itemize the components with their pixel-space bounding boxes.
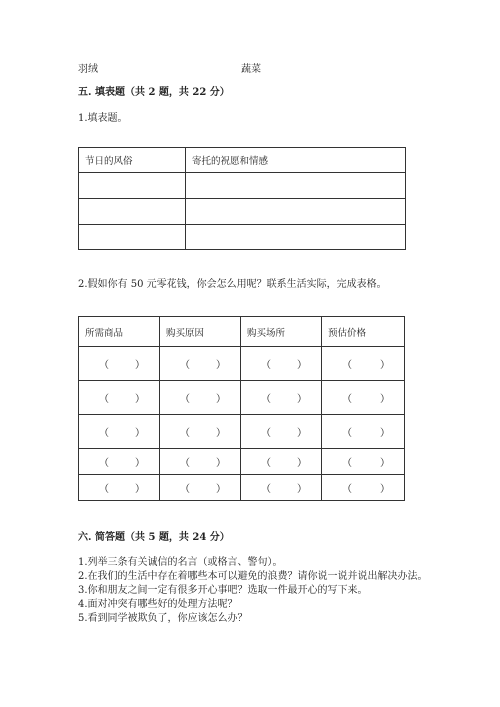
money-cell[interactable] [241,381,322,415]
money-row [79,381,405,415]
festival-header-custom: 节日的风俗 [79,148,186,173]
paren-close: ） [135,394,145,405]
answer-parentheses [166,356,240,371]
paren-close: ） [380,428,390,439]
money-cell[interactable] [160,347,241,381]
paren-open: （ [261,360,271,371]
answer-parentheses [247,424,321,439]
money-cell[interactable] [322,475,405,501]
answer-parentheses [328,356,404,371]
paren-open: （ [99,484,109,495]
money-cell[interactable] [79,475,160,501]
short-question-3: 3.你和朋友之间一定有很多开心事吧？选取一件最开心的写下来。 [78,585,368,596]
answer-parentheses [247,480,321,495]
festival-cell[interactable] [186,173,406,199]
answer-parentheses [247,356,321,371]
answer-parentheses [166,424,240,439]
paren-open: （ [180,484,190,495]
paren-open: （ [342,428,352,439]
short-question-5: 5.看到同学被欺负了，你应该怎么办？ [78,613,248,624]
paren-open: （ [261,394,271,405]
money-cell[interactable] [79,381,160,415]
paren-open: （ [342,394,352,405]
paren-open: （ [342,360,352,371]
q1-label: 1.填表题。 [78,113,128,124]
festival-cell[interactable] [79,173,186,199]
answer-parentheses [85,356,159,371]
answer-parentheses [166,390,240,405]
money-cell[interactable] [241,415,322,449]
money-header-place: 购买场所 [241,317,322,347]
section5-heading: 五. 填表题（共 2 题，共 22 分） [78,87,230,98]
money-table [78,316,405,501]
answer-parentheses [247,454,321,469]
festival-table [78,147,406,250]
paren-close: ） [216,394,226,405]
paren-open: （ [261,428,271,439]
paren-close: ） [216,458,226,469]
paren-open: （ [342,458,352,469]
q2-label: 2.假如你有 50 元零花钱，你会怎么用呢？联系生活实际，完成表格。 [78,279,387,290]
paren-open: （ [180,428,190,439]
money-cell[interactable] [322,347,405,381]
money-cell[interactable] [79,415,160,449]
paren-close: ） [297,458,307,469]
money-row [79,449,405,475]
paren-open: （ [99,360,109,371]
top-word-right: 蔬菜 [241,64,261,75]
money-header-item: 所需商品 [79,317,160,347]
money-cell[interactable] [160,449,241,475]
festival-header-wishes: 寄托的祝愿和情感 [186,148,406,173]
answer-parentheses [328,454,404,469]
paren-close: ） [380,360,390,371]
paren-close: ） [135,360,145,371]
paren-close: ） [216,484,226,495]
paren-close: ） [380,394,390,405]
festival-cell[interactable] [79,199,186,225]
paren-open: （ [180,360,190,371]
money-cell[interactable] [160,475,241,501]
answer-parentheses [247,390,321,405]
money-header-price: 预估价格 [322,317,405,347]
money-row [79,475,405,501]
answer-parentheses [85,424,159,439]
answer-parentheses [85,454,159,469]
festival-cell[interactable] [186,225,406,250]
short-question-2: 2.在我们的生活中存在着哪些本可以避免的浪费？请你说一说并说出解决办法。 [78,571,428,582]
answer-parentheses [85,480,159,495]
paren-open: （ [99,428,109,439]
paren-close: ） [380,484,390,495]
answer-parentheses [328,390,404,405]
money-cell[interactable] [160,415,241,449]
money-cell[interactable] [160,381,241,415]
paren-open: （ [99,394,109,405]
money-row [79,347,405,381]
answer-parentheses [328,424,404,439]
answer-parentheses [328,480,404,495]
money-cell[interactable] [322,415,405,449]
paren-open: （ [261,458,271,469]
money-cell[interactable] [322,449,405,475]
top-word-left: 羽绒 [78,64,98,75]
money-cell[interactable] [241,475,322,501]
money-cell[interactable] [241,347,322,381]
money-cell[interactable] [241,449,322,475]
money-cell[interactable] [79,449,160,475]
section6-heading: 六. 简答题（共 5 题，共 24 分） [78,532,230,543]
paren-close: ） [297,428,307,439]
festival-cell[interactable] [186,199,406,225]
paren-close: ） [297,484,307,495]
short-question-4: 4.面对冲突有哪些好的处理方法呢？ [78,599,238,610]
paren-close: ） [135,428,145,439]
paren-close: ） [380,458,390,469]
paren-open: （ [180,458,190,469]
paren-close: ） [297,360,307,371]
paren-open: （ [180,394,190,405]
answer-parentheses [166,480,240,495]
paren-open: （ [342,484,352,495]
festival-cell[interactable] [79,225,186,250]
paren-open: （ [261,484,271,495]
money-cell[interactable] [322,381,405,415]
answer-parentheses [166,454,240,469]
money-header-reason: 购买原因 [160,317,241,347]
paren-open: （ [99,458,109,469]
paren-close: ） [135,484,145,495]
money-row [79,415,405,449]
answer-parentheses [85,390,159,405]
paren-close: ） [135,458,145,469]
money-cell[interactable] [79,347,160,381]
paren-close: ） [216,428,226,439]
paren-close: ） [297,394,307,405]
short-question-1: 1.列举三条有关诚信的名言（或格言、警句）。 [78,557,283,568]
paren-close: ） [216,360,226,371]
